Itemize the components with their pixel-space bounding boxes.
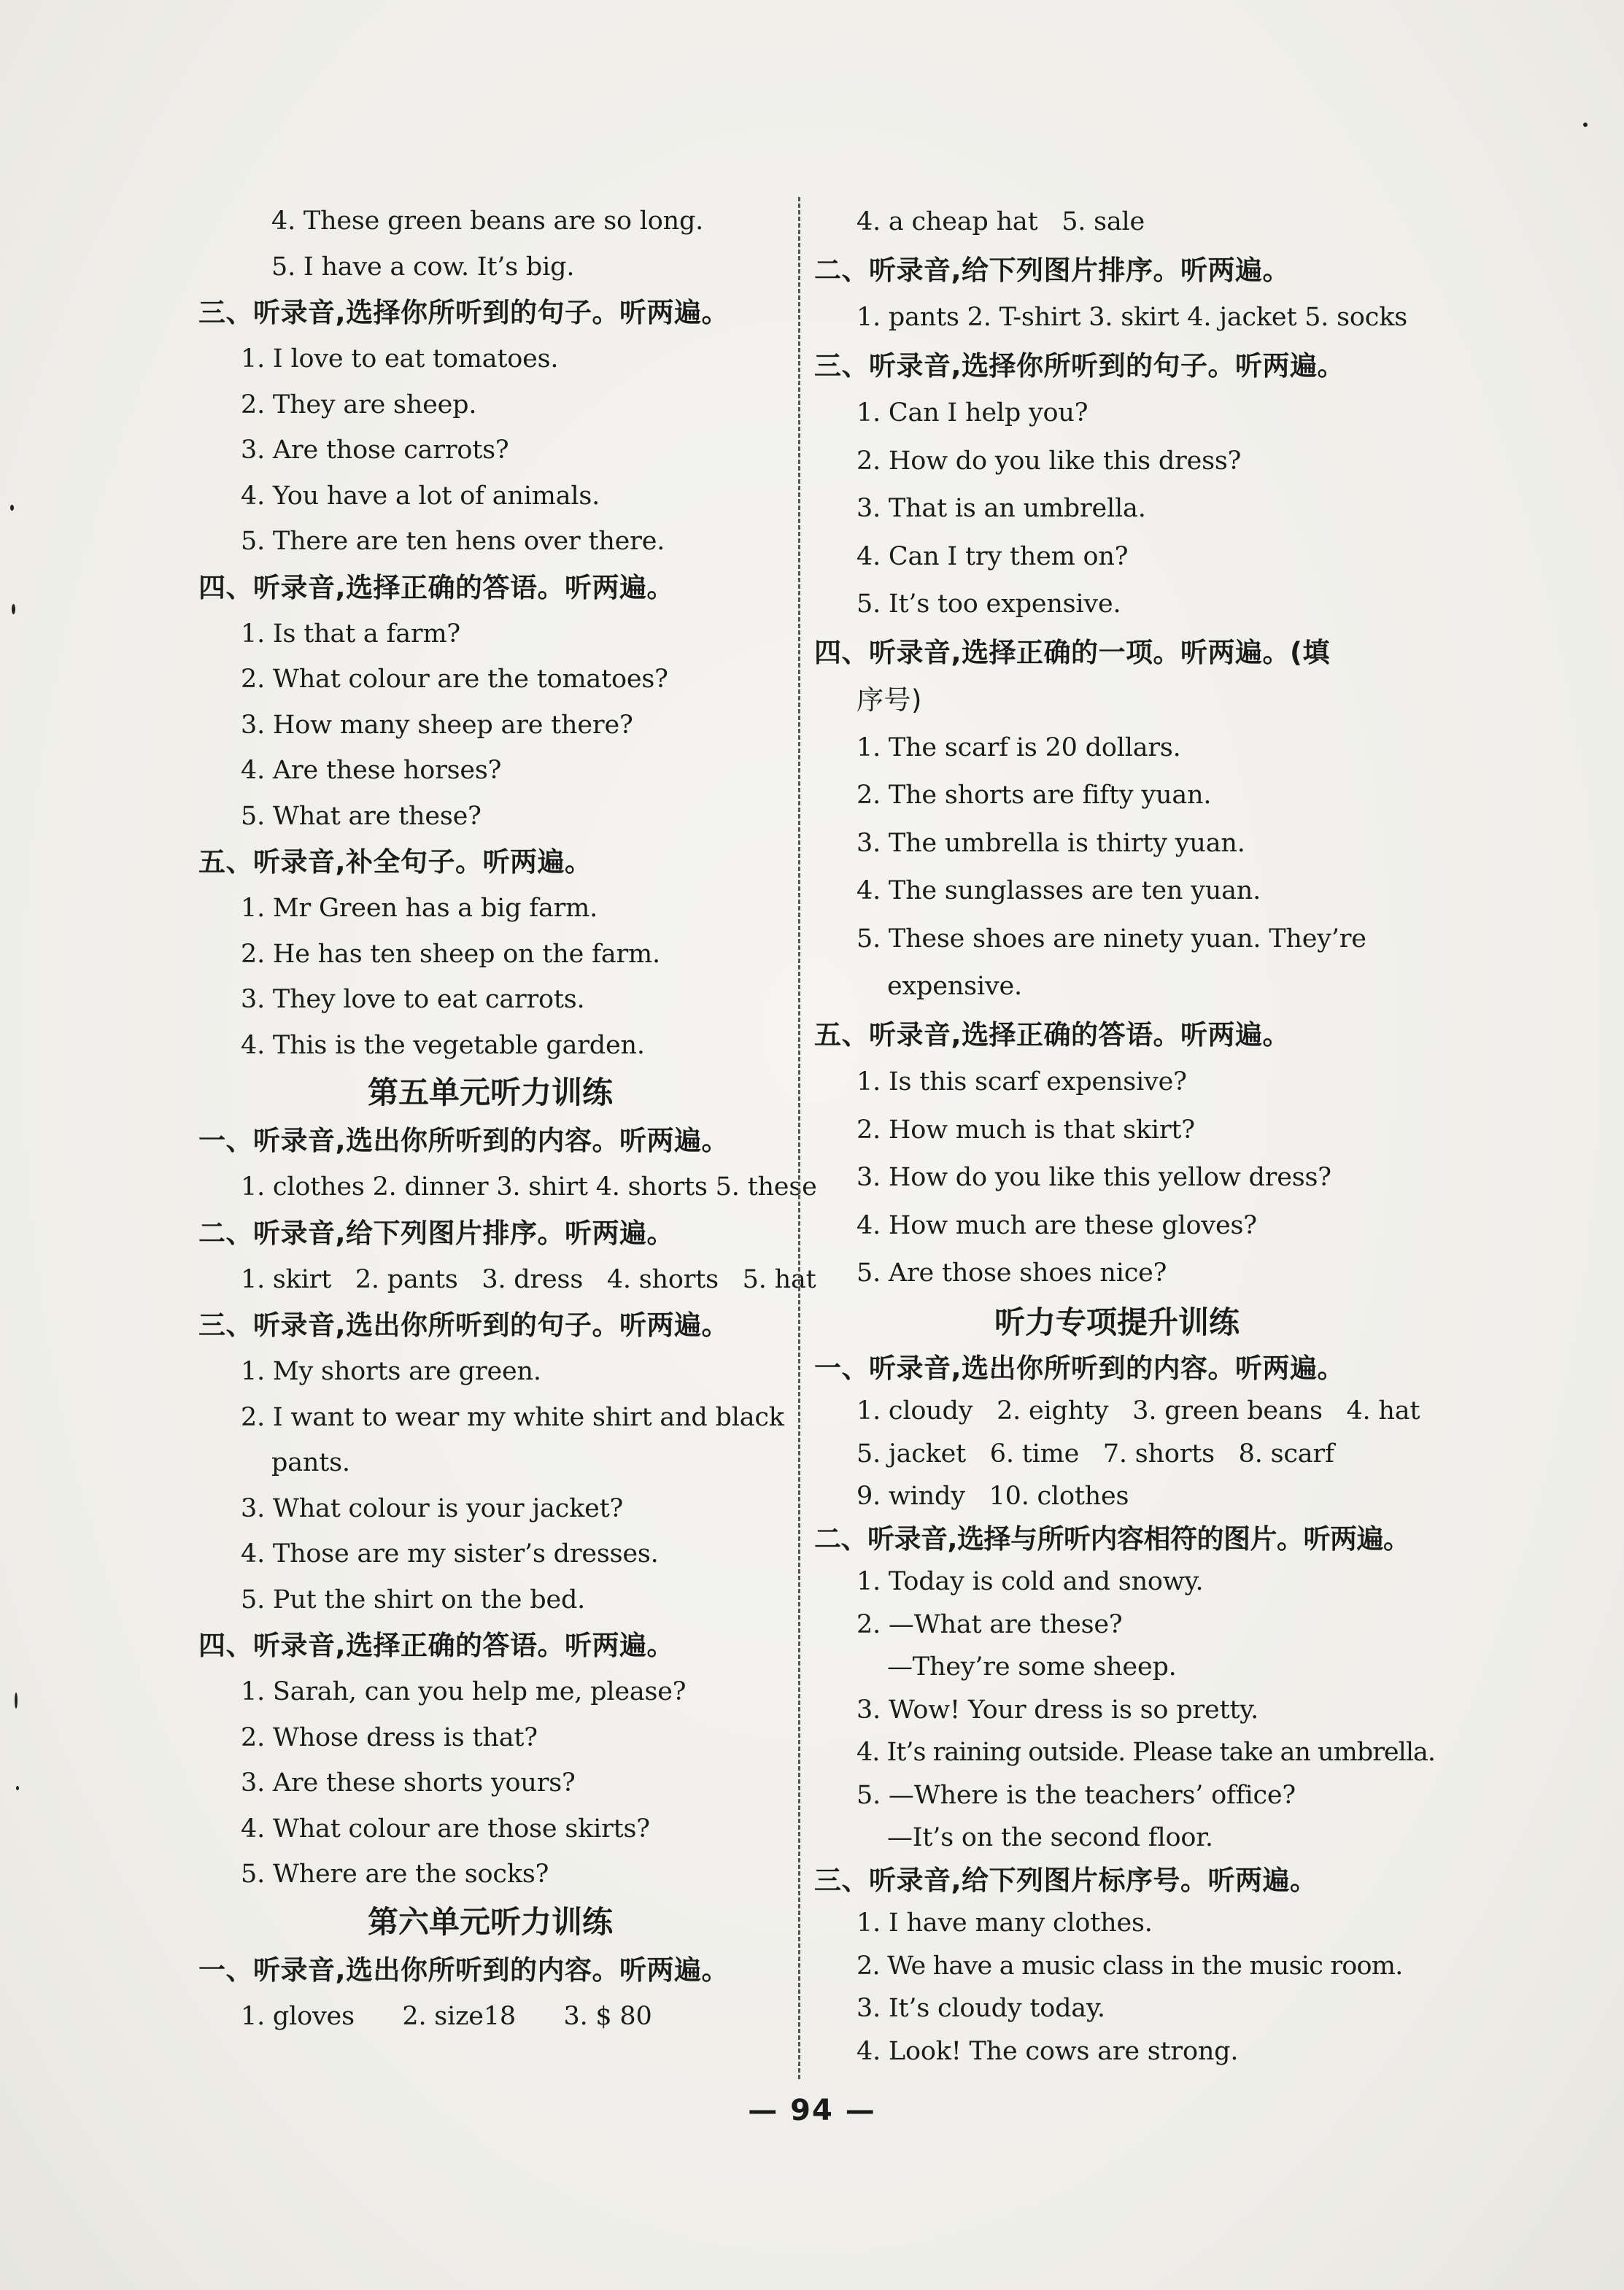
list-item: 3. That is an umbrella. <box>857 494 1146 523</box>
list-item: 5. Where are the socks? <box>241 1860 549 1889</box>
answer-line: 1. cloudy 2. eighty 3. green beans 4. hat <box>857 1396 1420 1426</box>
list-item: 1. Today is cold and snowy. <box>857 1567 1204 1596</box>
section-heading: 三、听录音,给下列图片标序号。听两遍。 <box>814 1864 1318 1896</box>
list-item: 2. They are sheep. <box>241 390 477 419</box>
list-item: 3. How many sheep are there? <box>241 710 633 740</box>
list-item: 2. How do you like this dress? <box>857 446 1242 476</box>
scan-speck <box>16 1786 19 1790</box>
section-heading: 一、听录音,选出你所听到的内容。听两遍。 <box>198 1954 730 1986</box>
list-item: 5. There are ten hens over there. <box>241 527 665 556</box>
answer-line: 1. pants 2. T-shirt 3. skirt 4. jacket 5. socks <box>857 303 1407 332</box>
list-item: 1. The scarf is 20 dollars. <box>857 732 1181 762</box>
section-heading: 二、听录音,选择与所听内容相符的图片。听两遍。 <box>814 1523 1410 1555</box>
list-item: 1. Is that a farm? <box>241 619 460 649</box>
list-item: 3. The umbrella is thirty yuan. <box>857 828 1245 858</box>
list-item: 1. I love to eat tomatoes. <box>241 344 559 374</box>
list-item: 1. Sarah, can you help me, please? <box>241 1677 687 1706</box>
list-item: 3. What colour is your jacket? <box>241 1493 624 1523</box>
list-item-continuation: expensive. <box>887 972 1022 1001</box>
list-item: 4. These green beans are so long. <box>271 206 704 236</box>
section-heading-continuation: 序号) <box>857 684 922 716</box>
list-item: 5. I have a cow. It’s big. <box>271 252 575 282</box>
list-item: 3. It’s cloudy today. <box>857 1994 1105 2023</box>
answer-line: 9. windy 10. clothes <box>857 1482 1129 1511</box>
scan-speck <box>1583 123 1588 127</box>
list-item: 5. What are these? <box>241 801 482 831</box>
list-item: 5. These shoes are ninety yuan. They’re <box>857 924 1366 953</box>
list-item-continuation: —They’re some sheep. <box>887 1652 1177 1682</box>
list-item-continuation: pants. <box>271 1448 350 1477</box>
right-column <box>814 198 1436 2073</box>
scan-speck <box>15 1693 18 1709</box>
scan-speck <box>12 604 15 614</box>
list-item: 1. My shorts are green. <box>241 1357 541 1386</box>
section-heading: 二、听录音,给下列图片排序。听两遍。 <box>198 1217 675 1249</box>
list-item: 5. Are those shoes nice? <box>857 1258 1167 1288</box>
list-item: 2. I want to wear my white shirt and black <box>241 1402 784 1432</box>
list-item: 4. How much are these gloves? <box>857 1210 1257 1240</box>
answer-line: 1. skirt 2. pants 3. dress 4. shorts 5. hat <box>241 1264 816 1294</box>
section-heading: 五、听录音,选择正确的答语。听两遍。 <box>814 1018 1291 1051</box>
list-item-continuation: —It’s on the second floor. <box>887 1823 1213 1852</box>
list-item: 5. —Where is the teachers’ office? <box>857 1780 1296 1810</box>
list-item: 3. Wow! Your dress is so pretty. <box>857 1695 1259 1725</box>
list-item: 4. You have a lot of animals. <box>241 481 600 511</box>
list-item: 4. What colour are those skirts? <box>241 1814 650 1844</box>
list-item: 4. Look! The cows are strong. <box>857 2036 1239 2066</box>
page-number: — 94 — <box>748 2094 876 2127</box>
list-item: 3. Are these shorts yours? <box>241 1768 576 1798</box>
unit-title: 第六单元听力训练 <box>367 1903 613 1940</box>
section-heading: 三、听录音,选出你所听到的句子。听两遍。 <box>198 1310 730 1341</box>
unit-title: 第五单元听力训练 <box>367 1075 613 1110</box>
section-heading: 一、听录音,选出你所听到的内容。听两遍。 <box>198 1125 730 1156</box>
list-item: 2. Whose dress is that? <box>241 1722 538 1752</box>
answer-line: 1. clothes 2. dinner 3. shirt 4. shorts 5. these <box>241 1172 817 1202</box>
list-item: 3. Are those carrots? <box>241 436 509 465</box>
section-heading: 五、听录音,补全句子。听两遍。 <box>198 846 592 878</box>
answer-line: 1. gloves 2. size18 3. $ 80 <box>241 2001 652 2031</box>
list-item: 5. It’s too expensive. <box>857 589 1121 619</box>
list-item: 1. I have many clothes. <box>857 1908 1153 1938</box>
answer-line: 5. jacket 6. time 7. shorts 8. scarf <box>857 1439 1334 1469</box>
list-item: 2. He has ten sheep on the farm. <box>241 939 660 969</box>
section-heading: 四、听录音,选择正确的答语。听两遍。 <box>198 1630 675 1661</box>
scan-speck <box>10 505 14 511</box>
list-item: 4. This is the vegetable garden. <box>241 1030 645 1060</box>
left-column <box>198 198 817 2039</box>
list-item: 4. Are these horses? <box>241 756 502 785</box>
list-item: 1. Mr Green has a big farm. <box>241 894 598 923</box>
list-item: 3. How do you like this yellow dress? <box>857 1163 1331 1192</box>
list-item: 2. The shorts are fifty yuan. <box>857 781 1212 810</box>
section-heading: 四、听录音,选择正确的一项。听两遍。(填 <box>814 636 1330 668</box>
column-divider <box>798 197 800 2079</box>
list-item: 2. How much is that skirt? <box>857 1115 1195 1145</box>
section-heading: 一、听录音,选出你所听到的内容。听两遍。 <box>814 1352 1345 1384</box>
list-item: 2. What colour are the tomatoes? <box>241 665 668 694</box>
list-item: 1. Can I help you? <box>857 398 1089 428</box>
unit-title: 听力专项提升训练 <box>994 1304 1240 1340</box>
list-item: 5. Put the shirt on the bed. <box>241 1585 586 1614</box>
list-item: 4. The sunglasses are ten yuan. <box>857 876 1261 905</box>
section-heading: 三、听录音,选择你所听到的句子。听两遍。 <box>198 297 730 328</box>
list-item: 4. Can I try them on? <box>857 541 1129 571</box>
answer-line: 4. a cheap hat 5. sale <box>857 207 1145 236</box>
list-item: 1. Is this scarf expensive? <box>857 1067 1187 1096</box>
list-item: 4. Those are my sister’s dresses. <box>241 1539 659 1568</box>
list-item: 2. —What are these? <box>857 1609 1123 1639</box>
section-heading: 二、听录音,给下列图片排序。听两遍。 <box>814 254 1291 286</box>
list-item: 2. We have a music class in the music room. <box>857 1951 1403 1981</box>
section-heading: 四、听录音,选择正确的答语。听两遍。 <box>198 571 675 603</box>
section-heading: 三、听录音,选择你所听到的句子。听两遍。 <box>814 349 1345 382</box>
list-item: 3. They love to eat carrots. <box>241 985 585 1014</box>
list-item: 4. It’s raining outside. Please take an umbrella. <box>857 1738 1436 1767</box>
